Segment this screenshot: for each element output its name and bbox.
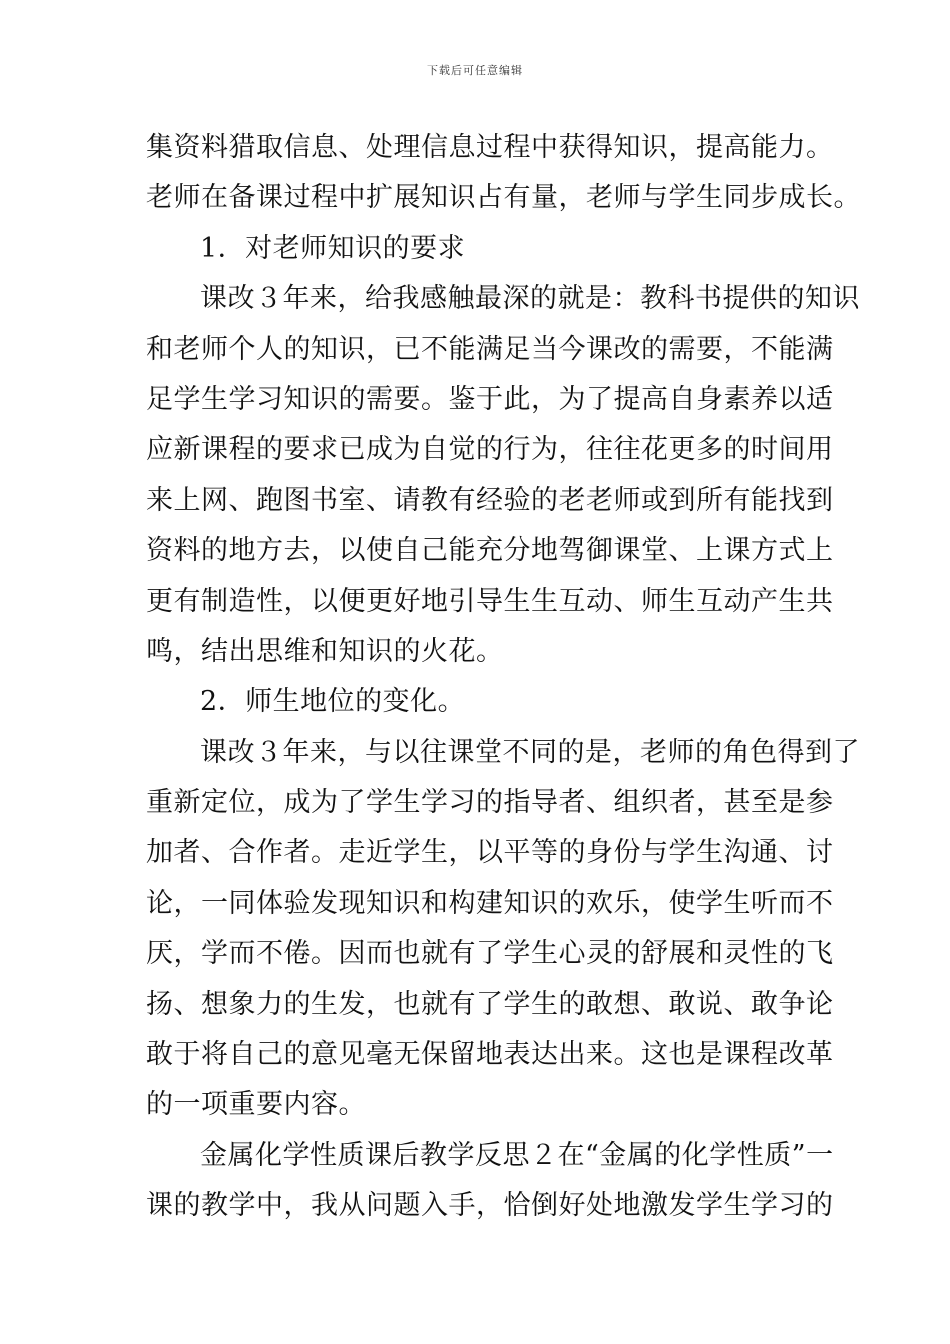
text-line: 敢于将自己的意见毫无保留地表达出来。这也是课程改革 (146, 1039, 834, 1071)
text-line: 和老师个人的知识，已不能满足当今课改的需要，不能满 (146, 333, 834, 365)
text-line: 重新定位，成为了学生学习的指导者、组织者，甚至是参 (146, 787, 834, 819)
text-line: 扬、想象力的生发，也就有了学生的敢想、敢说、敢争论 (146, 988, 834, 1020)
text-line: 资料的地方去，以使自己能充分地驾御课堂、上课方式上 (146, 535, 834, 567)
text-line: 应新课程的要求已成为自觉的行为，往往花更多的时间用 (146, 434, 834, 466)
text-line: 课改３年来，给我感触最深的就是：教科书提供的知识 (200, 283, 860, 315)
text-line: 课的教学中，我从问题入手，恰倒好处地激发学生学习的 (146, 1190, 834, 1222)
text-line: 更有制造性，以便更好地引导生生互动、师生互动产生共 (146, 585, 834, 617)
text-line: 金属化学性质课后教学反思２在“金属的化学性质”一 (200, 1139, 834, 1171)
text-line: 厌，学而不倦。因而也就有了学生心灵的舒展和灵性的飞 (146, 938, 834, 970)
text-line: 老师在备课过程中扩展知识占有量，老师与学生同步成长。 (146, 182, 861, 214)
text-line: 论，一同体验发现知识和构建知识的欢乐，使学生听而不 (146, 887, 834, 919)
text-line: 课改３年来，与以往课堂不同的是，老师的角色得到了 (200, 736, 860, 768)
text-line: 来上网、跑图书室、请教有经验的老老师或到所有能找到 (146, 484, 834, 516)
section-heading-1: 1．对老师知识的要求 (200, 232, 466, 264)
text-line: 的一项重要内容。 (146, 1089, 366, 1121)
page-header-note: 下载后可任意编辑 (427, 64, 523, 77)
text-line: 加者、合作者。走近学生，以平等的身份与学生沟通、讨 (146, 837, 834, 869)
document-body (146, 128, 861, 1237)
text-line: 集资料猎取信息、处理信息过程中获得知识，提高能力。 (146, 132, 834, 163)
section-heading-2: 2．师生地位的变化。 (200, 686, 466, 718)
text-line: 足学生学习知识的需要。鉴于此，为了提高自身素养以适 (146, 383, 834, 415)
text-line: 鸣，结出思维和知识的火花。 (146, 635, 504, 667)
